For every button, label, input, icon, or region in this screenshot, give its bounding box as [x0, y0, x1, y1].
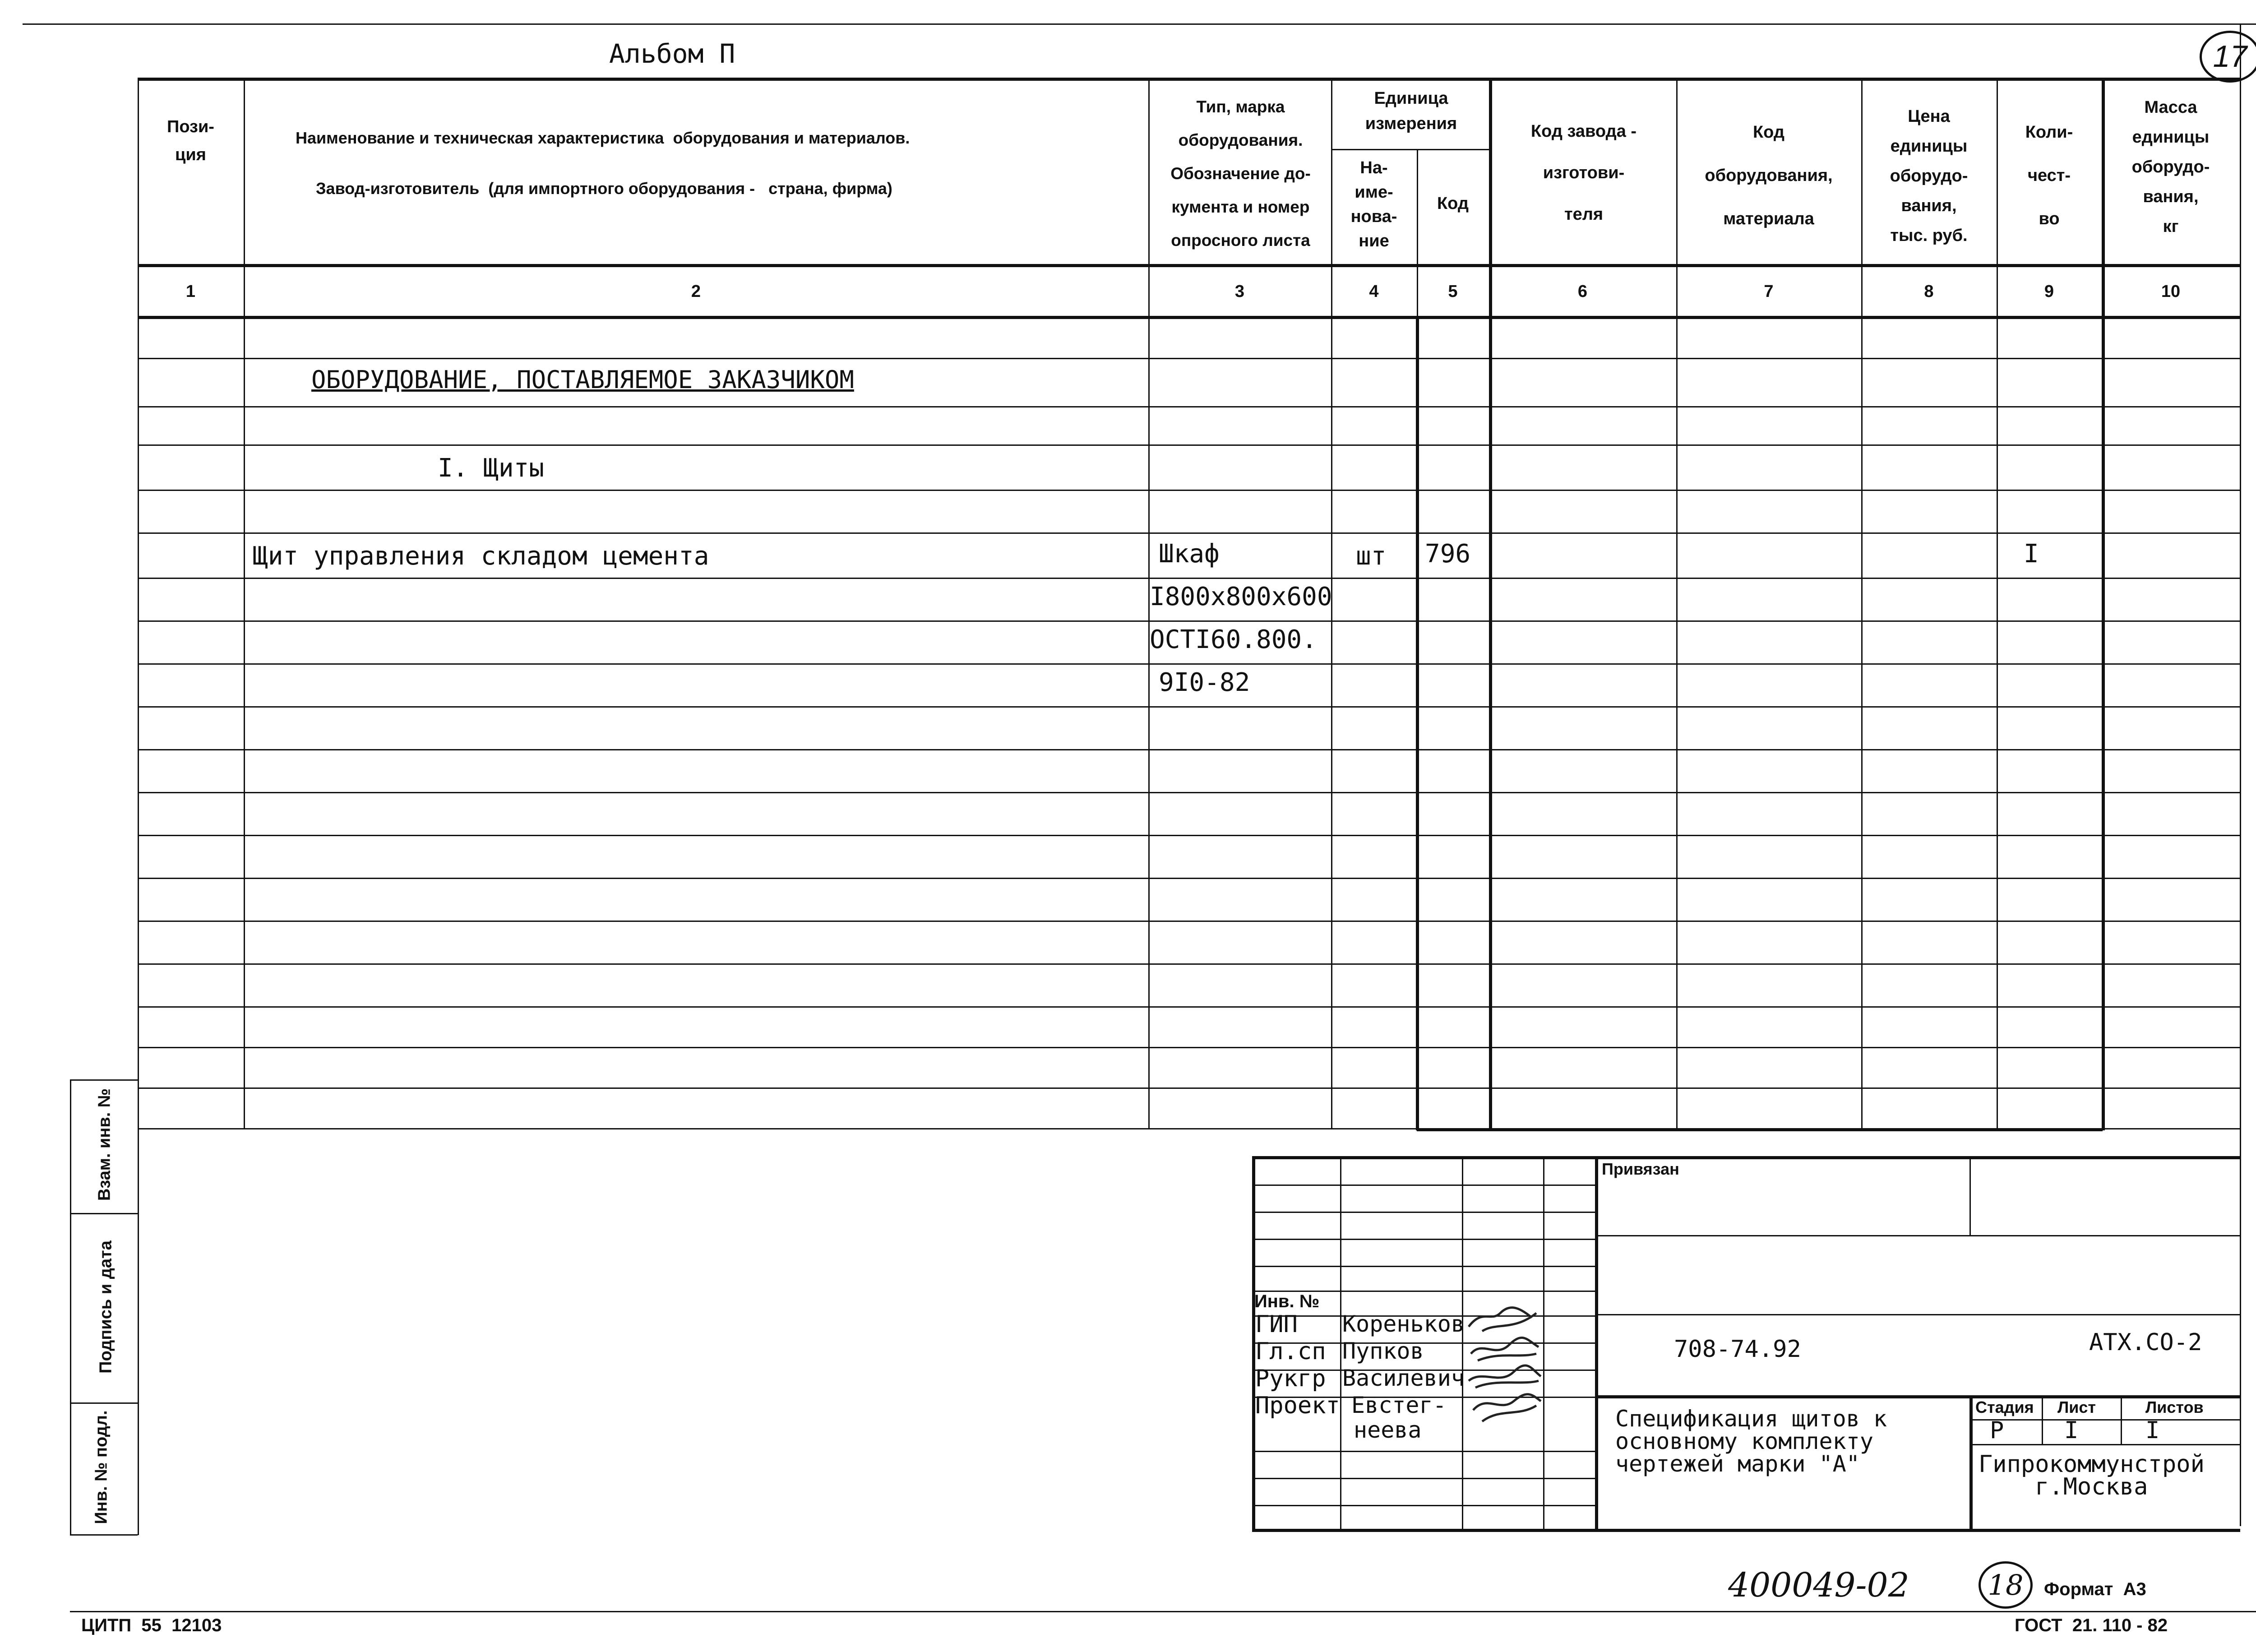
header-position: Пози- ция [167, 117, 214, 164]
tb-name-4: Евстег- [1351, 1392, 1447, 1418]
tb-col-main [1595, 1156, 1598, 1531]
col-line-5 [1489, 78, 1492, 1130]
tb-title-line-3: чертежей марки "А" [1615, 1451, 1860, 1477]
number-row-bottom-border [138, 316, 2240, 319]
col-number-6: 6 [1577, 282, 1588, 301]
tb-row-line [1252, 1478, 1595, 1479]
header-unit-code: Код [1437, 194, 1469, 213]
item-quantity: I [2024, 539, 2039, 569]
tb-stadia-label: Стадия [1975, 1398, 2034, 1416]
item-type-2: I800х800х600 [1150, 582, 1332, 611]
table-row-line [138, 963, 2240, 965]
side-stamp-signature-date: Подпись и дата [96, 1240, 116, 1374]
subsection-heading: I. Щиты [438, 453, 545, 483]
item-type-1: Шкаф [1159, 539, 1220, 569]
table-row-line [138, 921, 2240, 922]
table-row-line [138, 444, 2240, 446]
tb-name-1: Кореньков [1342, 1311, 1465, 1337]
circle-number: 18 [1979, 1561, 2033, 1609]
tb-role-gip: ГИП [1255, 1311, 1298, 1338]
header-type: Тип, марка оборудования. Обозначение до- кумента и номер опросного листа [1170, 97, 1311, 250]
tb-name-2: Пупков [1342, 1338, 1424, 1364]
col-line-0 [138, 78, 139, 1129]
table-row-line [138, 358, 2240, 359]
col-number-2: 2 [691, 282, 701, 301]
album-label: Альбом П [609, 38, 735, 69]
tb-row-line [1252, 1505, 1595, 1506]
header-name: Наименование и техническая характеристика оборудования и материалов. Завод-изготовитель (для импортного оборудования - страна, фирма) [296, 129, 910, 198]
tb-privyazan-split [1969, 1156, 1971, 1235]
tb-stadia-value: Р [1990, 1417, 2004, 1444]
col-number-3: 3 [1234, 282, 1245, 301]
tb-role-rukgr: Рукгр [1255, 1365, 1326, 1392]
item-name: Щит управления складом цемента [253, 541, 709, 571]
col-line-4b [1416, 316, 1419, 1130]
tb-split-title-org [1969, 1395, 1973, 1531]
side-stamp-div1 [70, 1213, 138, 1214]
table-row-line [138, 878, 2240, 879]
header-bottom-border [138, 264, 2240, 267]
tb-row-line [1252, 1451, 1595, 1452]
header-price: Цена единицы оборудо- вания, тыс. руб. [1890, 107, 1968, 245]
col-number-5: 5 [1448, 282, 1458, 301]
tb-doc-code: АТХ.СО-2 [2089, 1329, 2202, 1356]
tb-row-line [1252, 1185, 1595, 1186]
tb-line-3 [1595, 1395, 2240, 1398]
header-factory-code: Код завода - изготови- теля [1530, 122, 1637, 224]
tb-name-5: неева [1354, 1417, 1422, 1443]
table-top-border [138, 78, 2240, 81]
tb-frame-top [1252, 1156, 2240, 1159]
header-mass: Масса единицы оборудо- вания, кг [2131, 98, 2210, 236]
col-number-7: 7 [1764, 282, 1774, 301]
col-number-1: 1 [185, 282, 196, 301]
table-row-line [138, 490, 2240, 491]
section-heading: ОБОРУДОВАНИЕ, ПОСТАВЛЯЕМОЕ ЗАКАЗЧИКОМ [311, 366, 854, 394]
tb-name-3: Василевич [1342, 1365, 1465, 1391]
tb-role-glsp: Гл.сп [1255, 1338, 1326, 1365]
table-row-line [138, 620, 2240, 622]
table-row-line [138, 835, 2240, 836]
handwritten-number: 400049-02 [1728, 1566, 1909, 1605]
table-row-line [138, 1087, 2240, 1089]
tb-top-line [138, 1128, 2240, 1129]
format-label: Формат А3 [2044, 1579, 2146, 1599]
tb-list-value: I [2064, 1417, 2079, 1444]
tb-line-1 [1595, 1235, 2240, 1236]
tb-org-line-2: г.Москва [2035, 1473, 2148, 1500]
tb-stadia-split2 [2121, 1395, 2122, 1444]
side-stamp-replace-inv: Взам. инв. № [95, 1088, 114, 1201]
tb-listov-value: I [2145, 1417, 2160, 1444]
table-row-line [138, 706, 2240, 708]
frame-bottom-line [70, 1611, 2256, 1612]
tb-row-line [1252, 1266, 1595, 1267]
table-row-line [138, 406, 2240, 407]
side-stamp-left [70, 1079, 71, 1535]
footer-gost: ГОСТ 21. 110 - 82 [2015, 1615, 2168, 1635]
header-quantity: Коли- чест- во [2025, 123, 2073, 228]
col-number-8: 8 [1924, 282, 1934, 301]
col-number-9: 9 [2044, 282, 2054, 301]
tb-line-2 [1595, 1314, 2240, 1315]
signatures [1464, 1304, 1545, 1435]
tb-row-line [1252, 1239, 1595, 1240]
side-stamp-original-inv: Инв. № подл. [92, 1410, 111, 1524]
col-line-10 [2240, 78, 2241, 1129]
tb-stadia-split1 [2042, 1395, 2043, 1444]
side-stamp-top [70, 1079, 138, 1081]
tb-listov-label: Листов [2145, 1398, 2204, 1416]
col-line-1 [244, 78, 245, 1129]
side-stamp-right [138, 1079, 139, 1535]
tb-project-no: 708-74.92 [1674, 1336, 1801, 1363]
table-row-line [138, 792, 2240, 793]
header-equipment-code: Код оборудования, материала [1705, 123, 1833, 228]
tb-frame-bottom [1252, 1529, 2240, 1532]
item-unit-code: 796 [1425, 539, 1471, 569]
col-number-4: 4 [1369, 282, 1379, 301]
tb-stadia-line [1969, 1419, 2240, 1421]
tb-role-proekt: Проект [1255, 1392, 1340, 1419]
frame-top-line [23, 23, 2256, 25]
header-unit: Единица измерения [1365, 89, 1457, 133]
table-row-line [138, 1047, 2240, 1048]
tb-privyazan: Привязан [1602, 1160, 1679, 1178]
unit-subheader-line [1331, 149, 1491, 150]
header-unit-name: На- име- нова- ние [1350, 158, 1397, 250]
footer-left-code: ЦИТП 55 12103 [81, 1615, 222, 1635]
item-type-3: ОСТI60.800. [1150, 625, 1317, 654]
tb-list-label: Лист [2057, 1398, 2096, 1416]
tb-org-line-1: Гипрокоммунстрой [1979, 1451, 2205, 1478]
table-row-line [138, 578, 2240, 579]
tb-row-line [1252, 1212, 1595, 1213]
table-row-line [138, 749, 2240, 750]
tb-title-line-1: Спецификация щитов к [1615, 1406, 1887, 1432]
table-row-line [138, 532, 2240, 534]
item-unit: шт [1356, 541, 1387, 571]
tb-inv-no: Инв. № [1254, 1291, 1320, 1311]
tb-stadia-line2 [1969, 1444, 2240, 1445]
table-row-line [138, 1006, 2240, 1008]
table-row-line [138, 663, 2240, 665]
sheet-number-circle: 17 [2200, 31, 2256, 83]
col-number-10: 10 [2161, 282, 2181, 301]
tb-title-line-2: основному комплекту [1615, 1428, 1873, 1454]
item-type-4: 9I0-82 [1159, 668, 1250, 697]
